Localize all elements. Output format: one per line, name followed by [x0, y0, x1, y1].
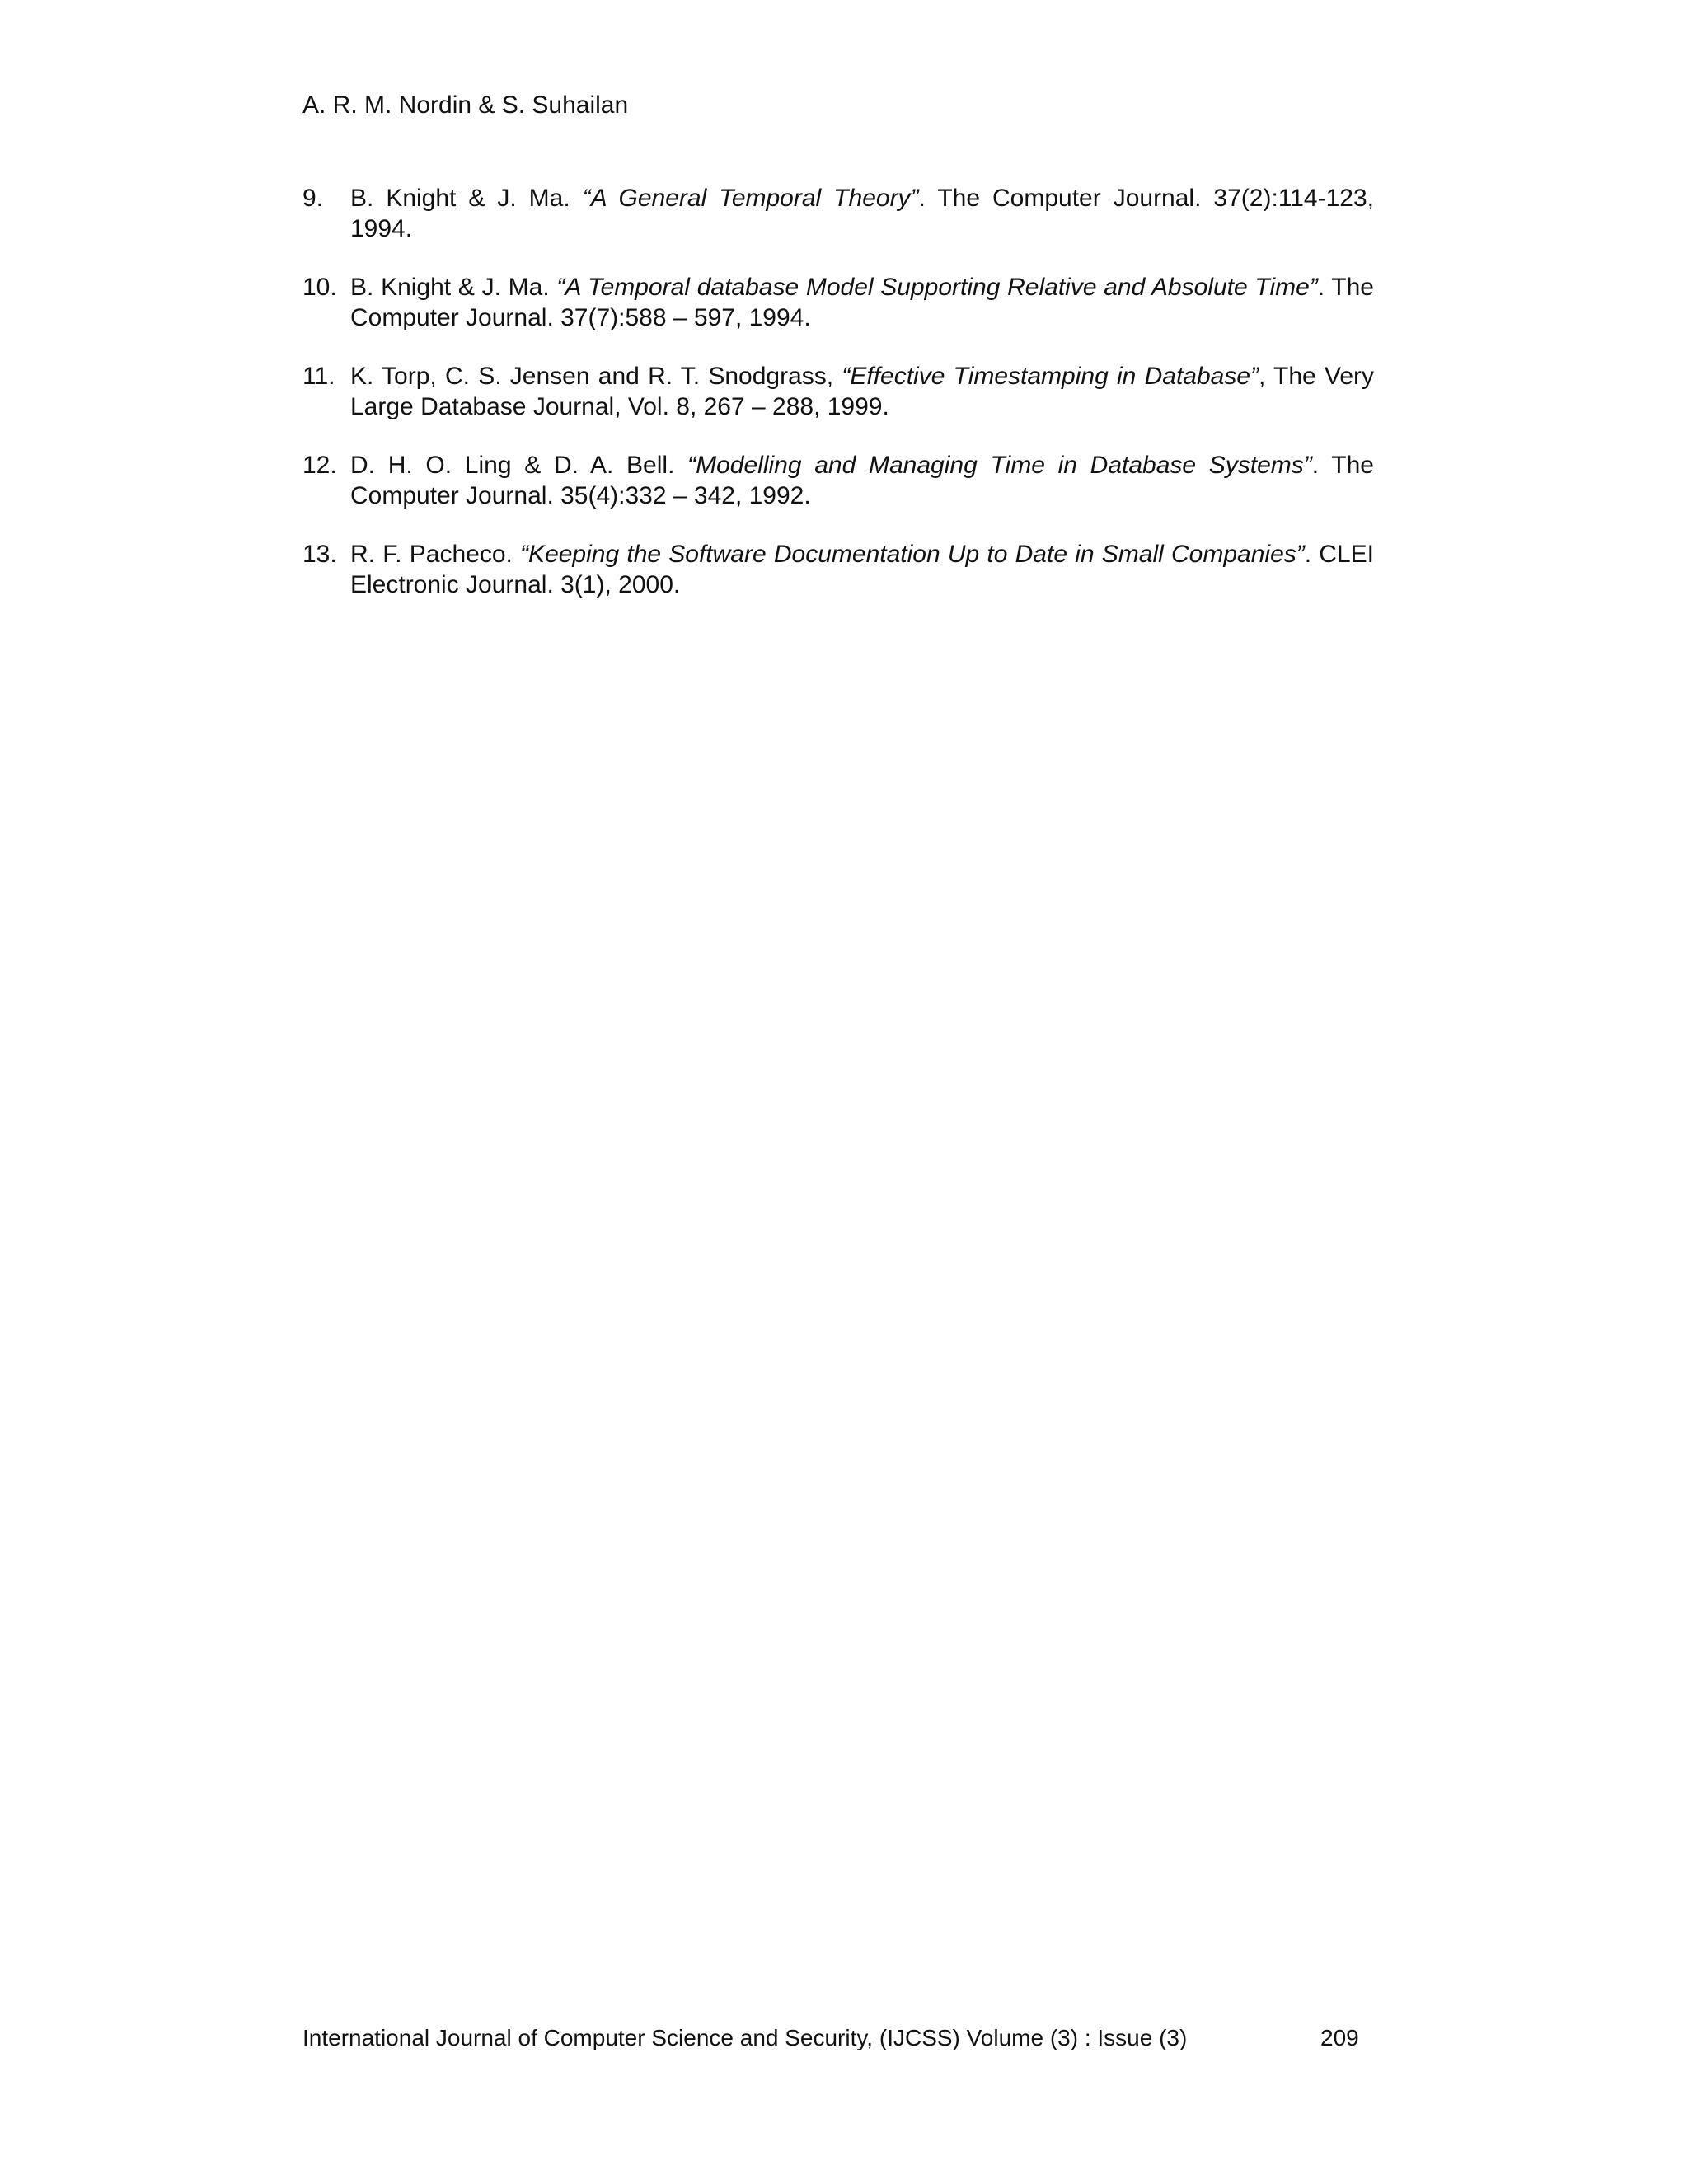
reference-title: “Effective Timestamping in Database”: [842, 363, 1259, 390]
page-number: 209: [1320, 2025, 1359, 2050]
reference-details: . The Computer Journal. 35(4):332 – 342, 1992.: [350, 452, 1374, 509]
reference-authors: R. F. Pacheco.: [350, 541, 513, 568]
reference-authors: K. Torp, C. S. Jensen and R. T. Snodgrass,: [350, 363, 834, 390]
running-head: A. R. M. Nordin & S. Suhailan: [302, 91, 629, 119]
reference-item: [302, 183, 1374, 244]
reference-details: , The Very Large Database Journal, Vol. 8, 267 – 288, 1999.: [350, 363, 1375, 420]
reference-title: “A General Temporal Theory”: [582, 185, 919, 212]
reference-number: 10.: [302, 274, 337, 301]
reference-item: [302, 450, 1374, 511]
reference-details: . The Computer Journal. 37(7):588 – 597, 1994.: [350, 274, 1374, 331]
reference-list: [302, 183, 1374, 628]
reference-title: “Modelling and Managing Time in Database Systems”: [687, 452, 1312, 479]
reference-item: [302, 272, 1374, 333]
reference-details: . The Computer Journal. 37(2):114-123, 1994.: [350, 185, 1374, 242]
reference-number: 9.: [302, 185, 324, 212]
reference-number: 13.: [302, 541, 337, 568]
footer-journal-name: International Journal of Computer Science and Security, (IJCSS) Volume (3) : Issue (3): [302, 2025, 1188, 2050]
reference-title: “A Temporal database Model Supporting Relative and Absolute Time”: [556, 274, 1318, 301]
reference-number: 12.: [302, 452, 337, 479]
reference-authors: B. Knight & J. Ma.: [350, 274, 550, 301]
reference-text: [350, 450, 1374, 511]
reference-title: “Keeping the Software Documentation Up to Date in Small Companies”: [520, 541, 1305, 568]
reference-item: [302, 361, 1374, 422]
reference-item: [302, 539, 1374, 600]
reference-details: . CLEI Electronic Journal. 3(1), 2000.: [350, 541, 1374, 598]
reference-text: [350, 183, 1374, 244]
reference-number: 11.: [302, 363, 335, 390]
reference-text: [350, 539, 1374, 600]
reference-text: [350, 361, 1374, 422]
reference-authors: D. H. O. Ling & D. A. Bell.: [350, 452, 675, 479]
reference-authors: B. Knight & J. Ma.: [350, 185, 570, 212]
reference-text: [350, 272, 1374, 333]
